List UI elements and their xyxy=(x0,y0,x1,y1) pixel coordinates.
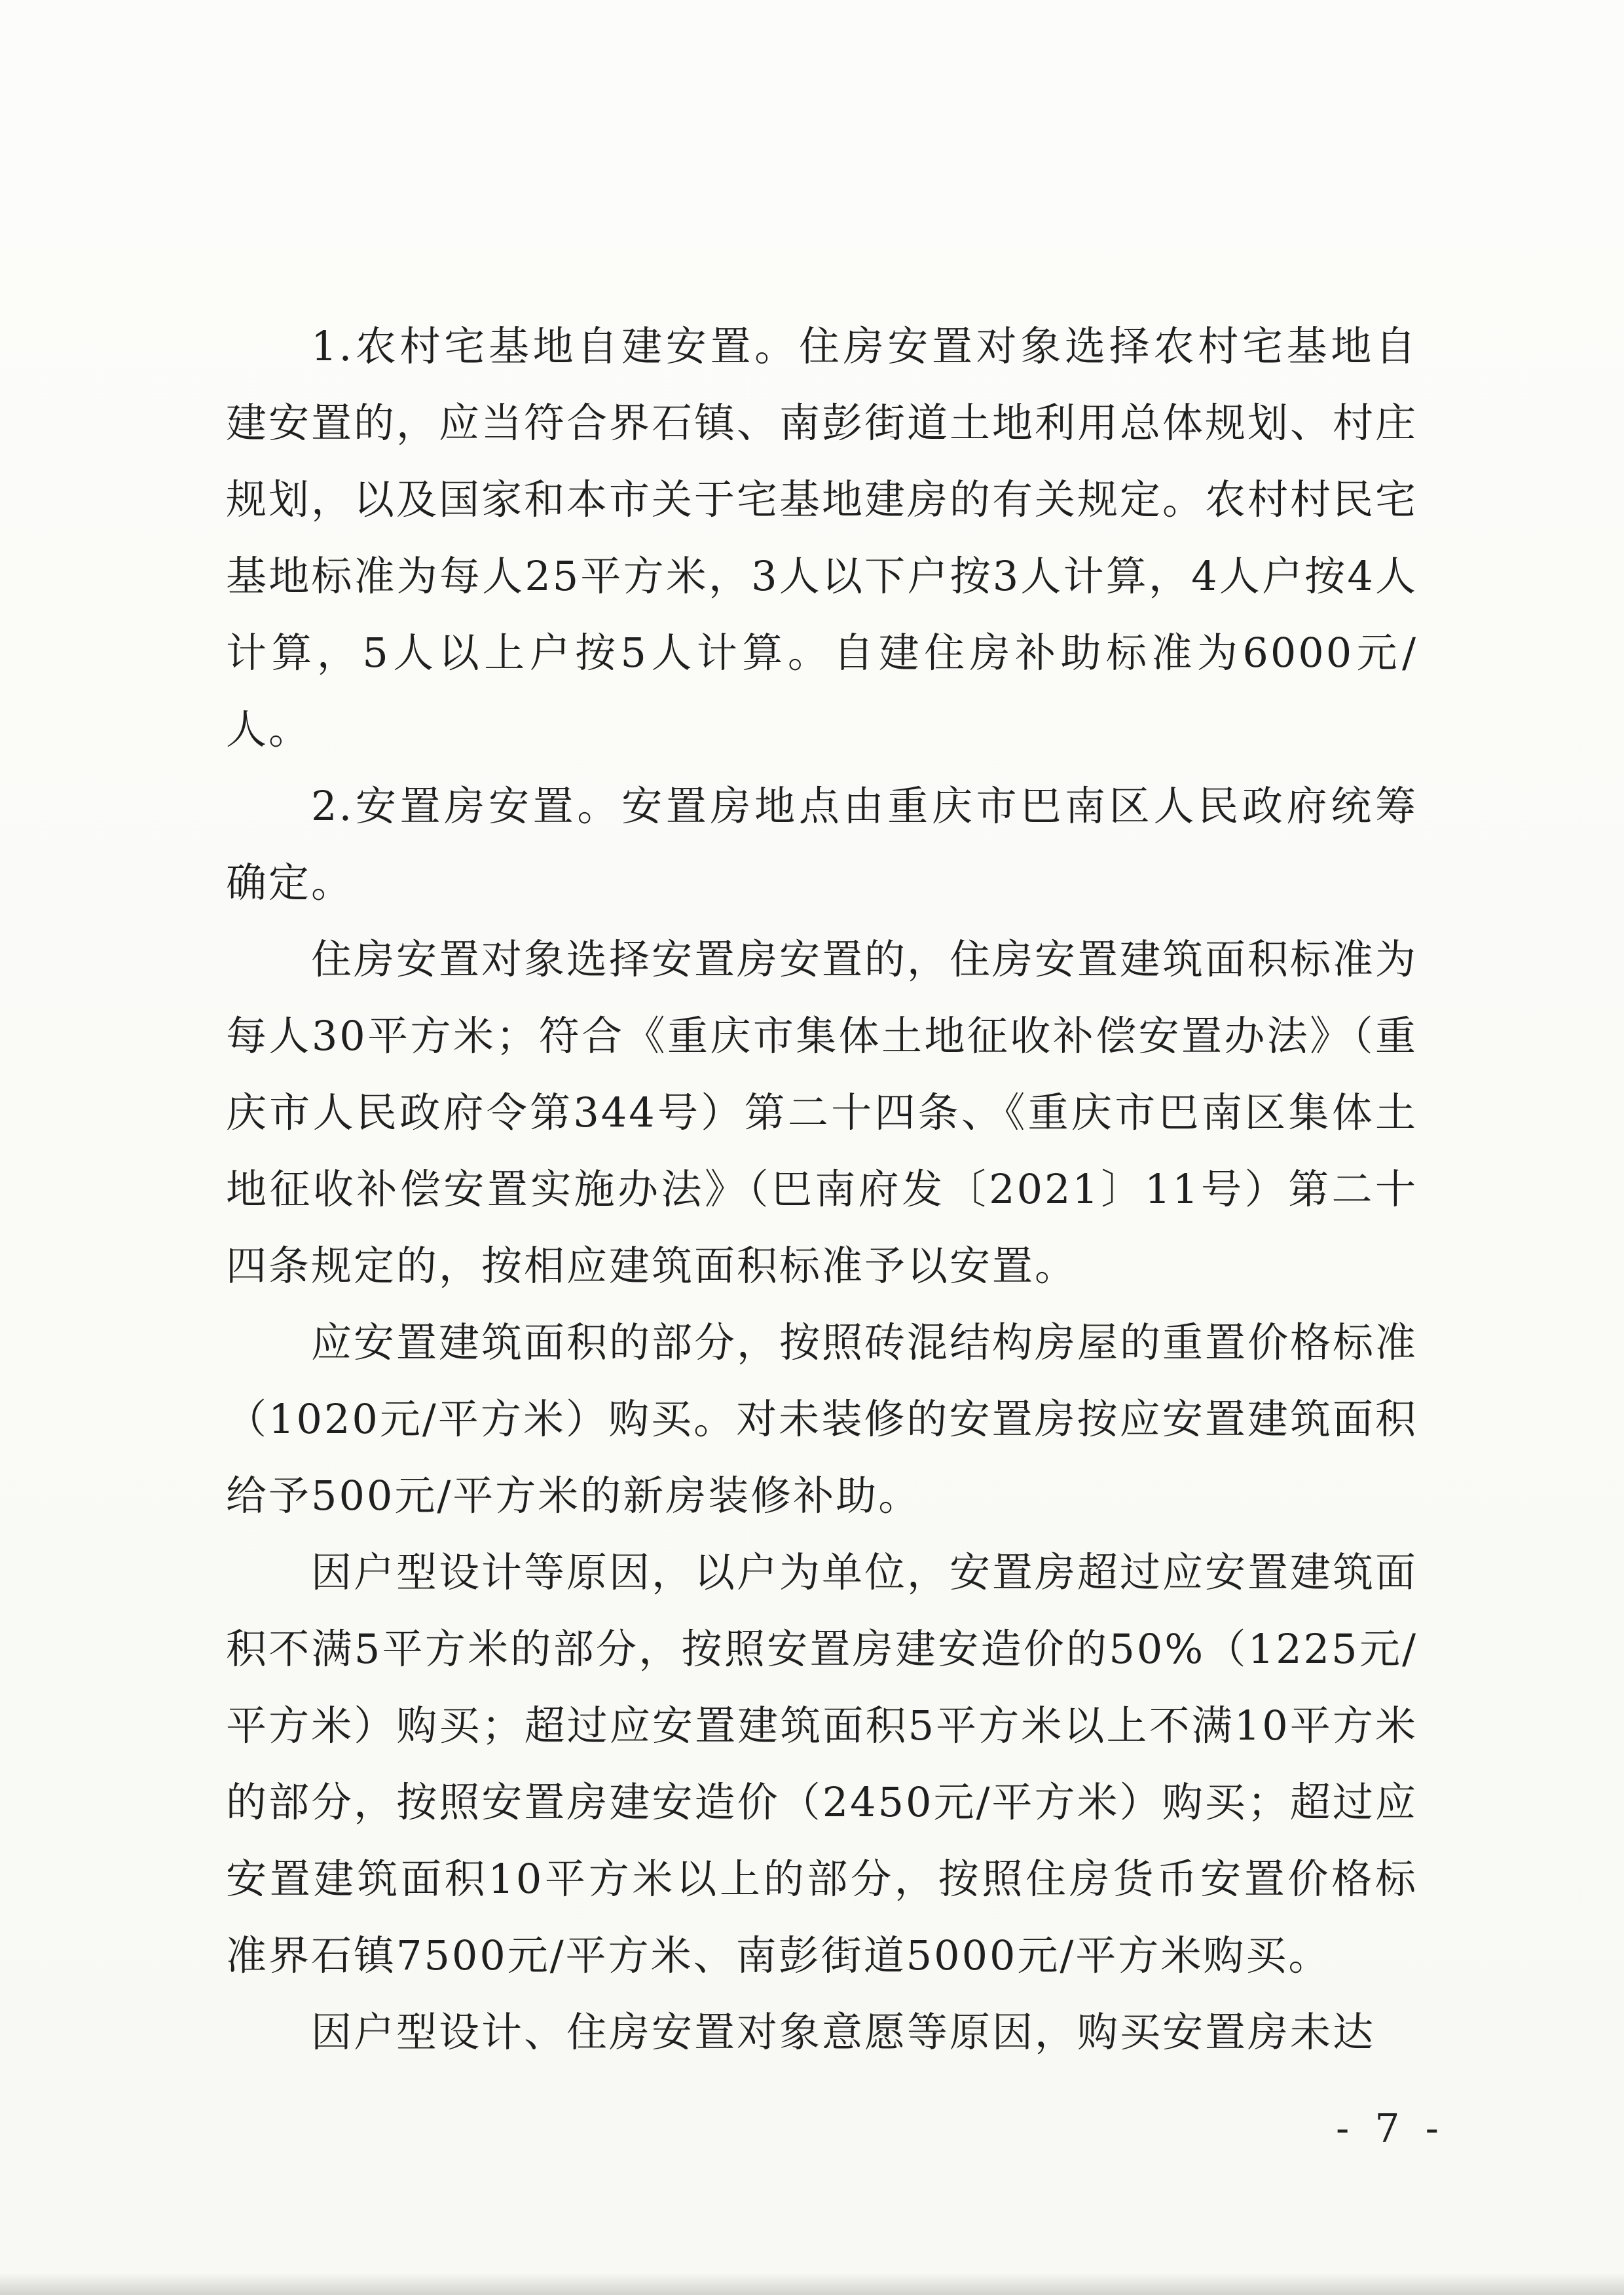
page-number: - 7 - xyxy=(1336,2106,1445,2152)
paragraph-excess-area: 因户型设计等原因，以户为单位，安置房超过应安置建筑面积不满5平方米的部分，按照安置房建安造价的50%（1225元/平方米）购买；超过应安置建筑面积5平方米以上不满10平方米的部分，按照安置房建安造价（2450元/平方米）购买；超过应安置建筑面积10平方米以上的部分，按照住房货币安置价格标准界石镇7500元/平方米、南彭街道5000元/平方米购买。 xyxy=(226,1548,1418,1979)
paragraph-purchase-price: 应安置建筑面积的部分，按照砖混结构房屋的重置价格标准（1020元/平方米）购买。对未装修的安置房按应安置建筑面积给予500元/平方米的新房装修补助。 xyxy=(226,1318,1418,1520)
paragraph-shortfall: 因户型设计、住房安置对象意愿等原因，购买安置房未达 xyxy=(311,2008,1376,2056)
paragraph-rural-homestead: 1.农村宅基地自建安置。住房安置对象选择农村宅基地自建安置的，应当符合界石镇、南彭街道土地利用总体规划、村庄规划，以及国家和本市关于宅基地建房的有关规定。农村村民宅基地标准为每人25平方米，3人以下户按3人计算，4人户按4人计算，5人以上户按5人计算。自建住房补助标准为6000元/人。 xyxy=(226,322,1418,753)
document-body xyxy=(226,308,1418,2070)
paragraph-area-standard: 住房安置对象选择安置房安置的，住房安置建筑面积标准为每人30平方米；符合《重庆市集体土地征收补偿安置办法》（重庆市人民政府令第344号）第二十四条、《重庆市巴南区集体土地征收补偿安置实施办法》（巴南府发〔2021〕11号）第二十四条规定的，按相应建筑面积标准予以安置。 xyxy=(226,935,1418,1290)
scan-edge-shadow xyxy=(0,2273,1624,2295)
paragraph-resettlement-housing: 2.安置房安置。安置房地点由重庆市巴南区人民政府统筹确定。 xyxy=(226,782,1418,906)
